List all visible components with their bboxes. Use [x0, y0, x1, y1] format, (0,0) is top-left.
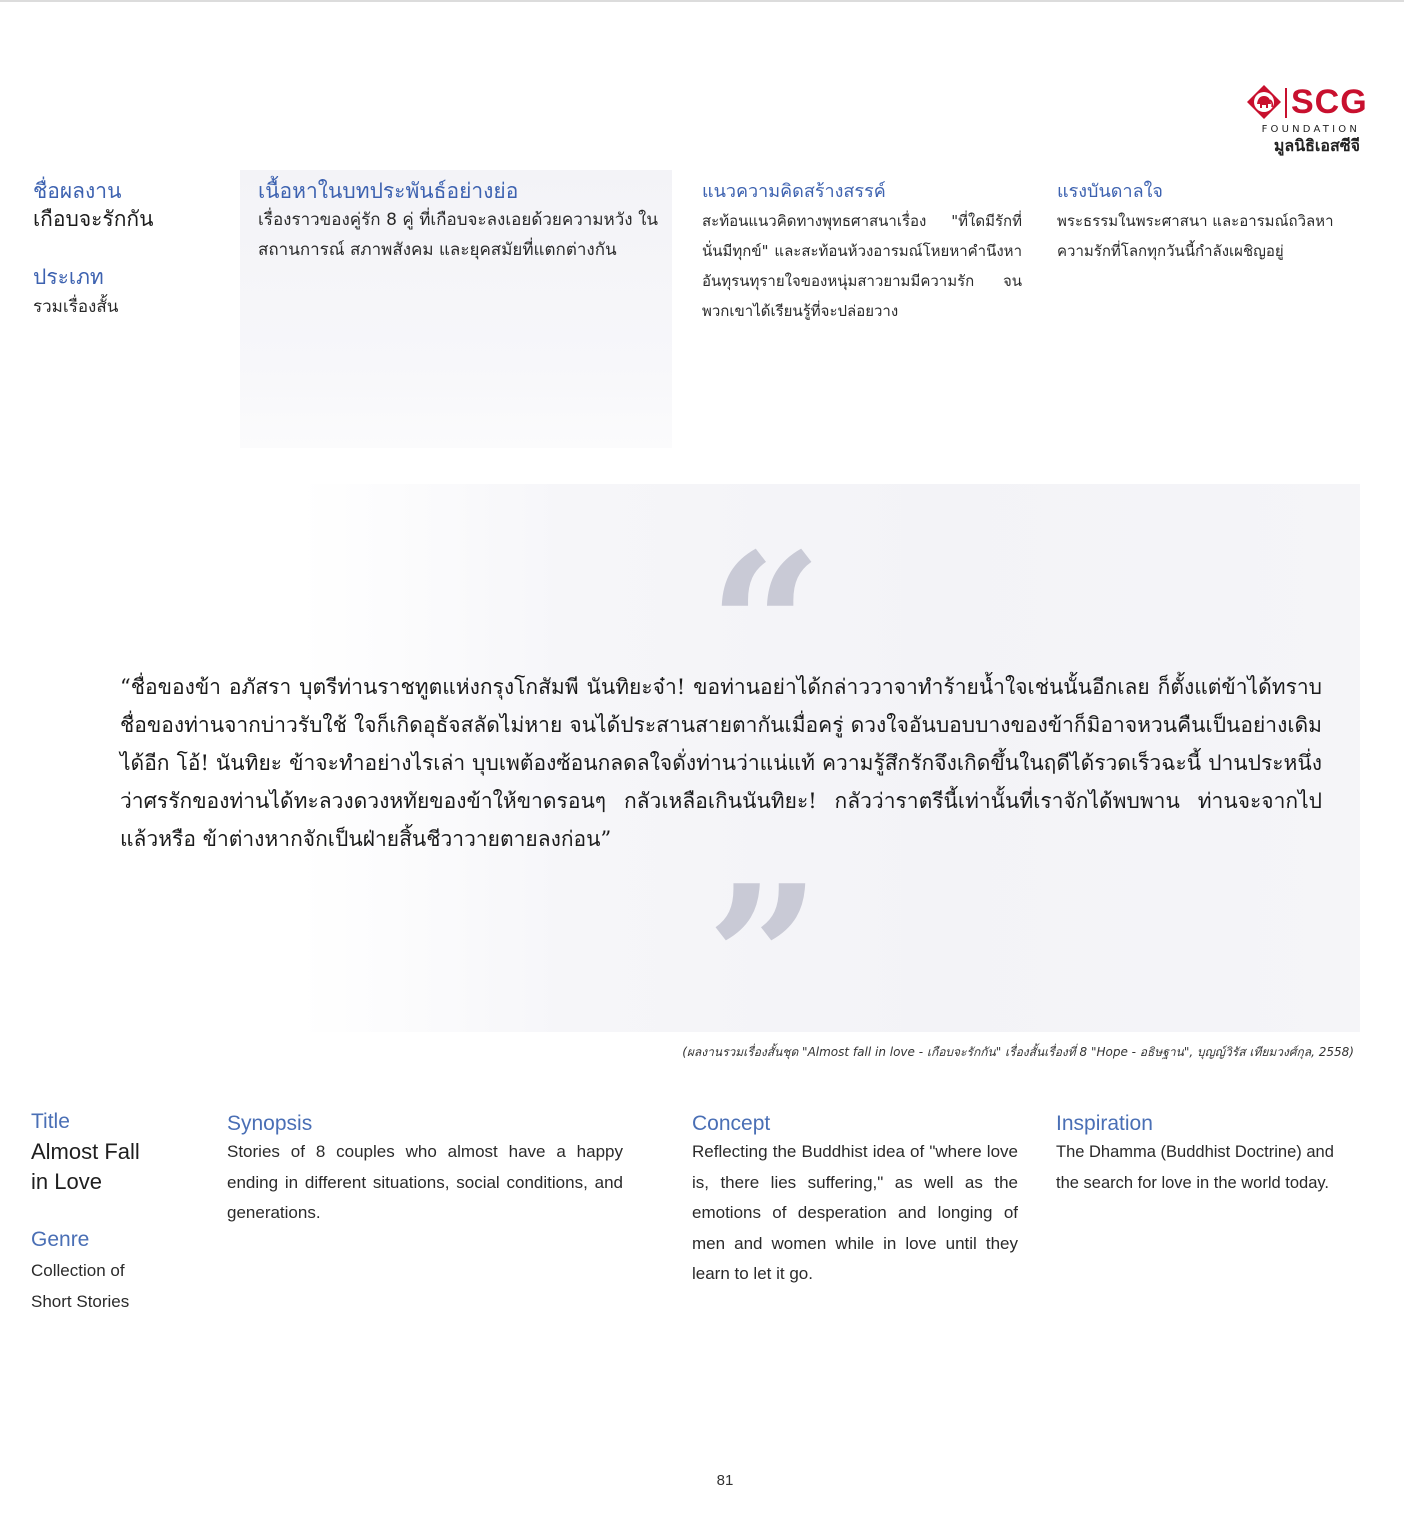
thai-inspiration-label: แรงบันดาลใจ — [1057, 181, 1163, 202]
en-title-block — [31, 1109, 201, 1317]
en-title-line1: Almost Fall — [31, 1139, 140, 1164]
en-title-label: Title — [31, 1110, 70, 1133]
scg-elephant-icon — [1246, 84, 1282, 120]
top-rule — [0, 0, 1404, 2]
thai-title-value: เกือบจะรักกัน — [33, 207, 154, 231]
en-concept-text: Reflecting the Buddhist idea of "where love is, there lies suffering," as well as the emotions of desperation and longing of men and women while in love until they learn to let it go. — [692, 1142, 1018, 1283]
en-inspiration-text: The Dhamma (Buddhist Doctrine) and the search for love in the world today. — [1056, 1143, 1334, 1192]
quote-text: “ชื่อของข้า อภัสรา บุตรีท่านราชทูตแห่งกรุงโกสัมพี นันทิยะจ๋า! ขอท่านอย่าได้กล่าววาจาทำร้ายน้ำใจเช่นนั้นอีกเลย ก็ตั้งแต่ข้าได้ทราบชื่อของท่านจากบ่าวรับใช้ ใจก็เกิดอุธัจสลัดไม่หาย จนได้ประสานสายตากันเมื่อครู่ ดวงใจอันบอบบางของข้าก็มิอาจหวนคืนเป็นอย่างเดิมได้อีก โอ้! นันทิยะ ข้าจะทำอย่างไรเล่า บุบเพต้องซ้อนกลดลใจดั่งท่านว่าแน่แท้ ความรู้สึกรักจึงเกิดขึ้นในฤดีได้รวดเร็วฉะนี้ ปานประหนึ่งว่าศรรักของท่านได้ทะลวงดวงหทัยของข้าให้ขาดรอนๆ กลัวเหลือเกินนันทิยะ! กลัวว่าราตรีนี้เท่านั้นที่เราจักได้พบพาน ท่านจะจากไปแล้วหรือ ข้าต่างหากจักเป็นฝ่ายสิ้นชีวาวายตายลงก่อน” — [120, 675, 1322, 851]
thai-synopsis-text: เรื่องราวของคู่รัก 8 คู่ ที่เกือบจะลงเอยด้วยความหวัง ในสถานการณ์ สภาพสังคม และยุคสมัยที่แตกต่างกัน — [258, 210, 658, 260]
thai-genre-value: รวมเรื่องสั้น — [33, 297, 119, 317]
en-inspiration-label: Inspiration — [1056, 1112, 1153, 1135]
logo-thai-name: มูลนิธิเอสซีจี — [1273, 136, 1360, 155]
thai-synopsis-block — [258, 177, 658, 265]
thai-concept-label: แนวความคิดสร้างสรรค์ — [702, 181, 886, 202]
thai-inspiration-text: พระธรรมในพระศาสนา และอารมณ์ถวิลหาความรักที่โลกทุกวันนี้กำลังเผชิญอยู่ — [1057, 212, 1334, 260]
en-concept-label: Concept — [692, 1112, 771, 1135]
en-inspiration-block — [1056, 1111, 1361, 1198]
thai-concept-text: สะท้อนแนวคิดทางพุทธศาสนาเรื่อง "ที่ใดมีรักที่นั่นมีทุกข์" และสะท้อนห้วงอารมณ์โหยหาคำนึงหา อันทุรนทุรายใจของหนุ่มสาวยามมีความรัก จนพวกเขาได้เรียนรู้ที่จะปล่อยวาง — [702, 212, 1022, 320]
logo-wordmark: SCG — [1291, 83, 1368, 121]
thai-synopsis-label: เนื้อหาในบทประพันธ์อย่างย่อ — [258, 179, 519, 203]
en-genre-label: Genre — [31, 1228, 90, 1251]
thai-title-block — [33, 177, 233, 321]
logo-subtitle: FOUNDATION — [1261, 124, 1360, 135]
quote-source: (ผลงานรวมเรื่องสั้นชุด "Almost fall in love - เกือบจะรักกัน" เรื่องสั้นเรื่องที่ 8 "Hope - อธิษฐาน", บุญญ์วิรัส เทียมวงศ์กุล, 2558) — [682, 1045, 1354, 1059]
open-quote-mark: “ — [708, 510, 824, 745]
scg-foundation-logo — [1244, 82, 1368, 156]
thai-genre-label: ประเภท — [33, 265, 104, 289]
en-concept-block — [692, 1111, 1018, 1290]
logo-divider — [1285, 88, 1287, 118]
thai-title-label: ชื่อผลงาน — [33, 179, 122, 203]
page-number: 81 — [716, 1472, 734, 1489]
thai-inspiration-block — [1057, 178, 1362, 266]
en-synopsis-block — [227, 1111, 623, 1229]
thai-concept-block — [702, 178, 1022, 326]
close-quote-mark: ” — [706, 842, 822, 1077]
en-title-line2: in Love — [31, 1169, 102, 1194]
en-genre-line1: Collection of — [31, 1261, 125, 1280]
en-synopsis-text: Stories of 8 couples who almost have a happy ending in different situations, social conditions, and generations. — [227, 1142, 623, 1222]
en-synopsis-label: Synopsis — [227, 1112, 313, 1135]
en-genre-line2: Short Stories — [31, 1291, 130, 1311]
